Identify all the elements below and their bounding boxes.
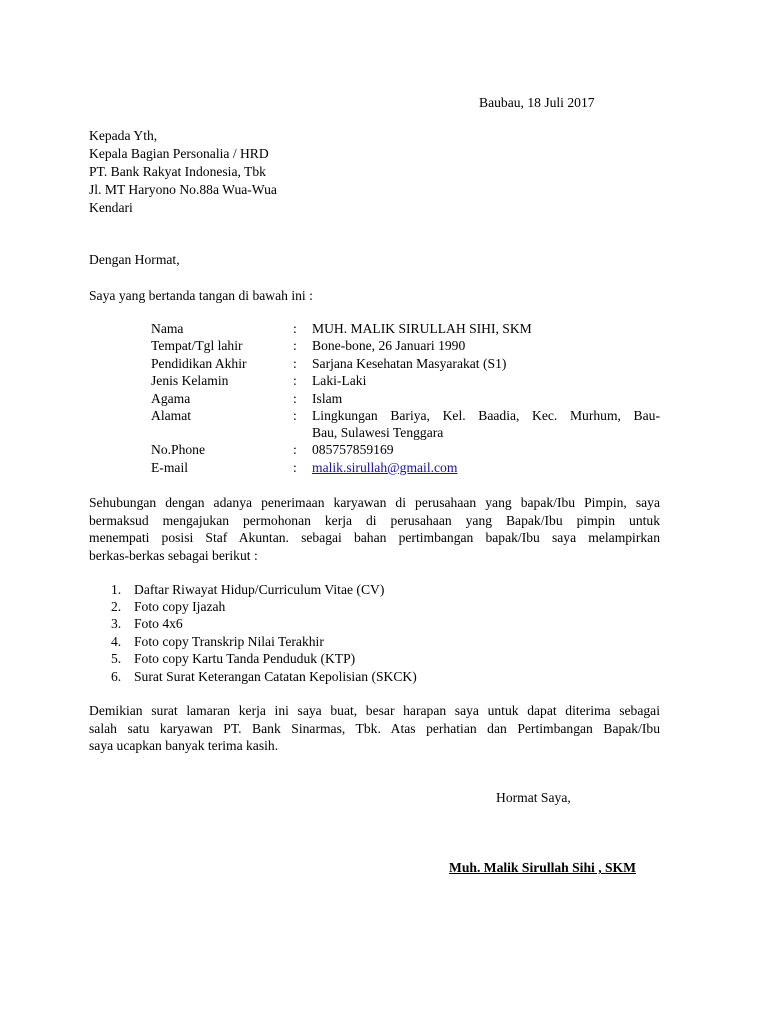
recipient-line: PT. Bank Rakyat Indonesia, Tbk: [89, 164, 266, 179]
body-line: menempati posisi Staf Akuntan. sebagai bahan pertimbangan bapak/Ibu saya melampirkan: [89, 530, 660, 545]
field-label-education: Pendidikan Akhir: [151, 356, 247, 371]
field-label-gender: Jenis Kelamin: [151, 373, 229, 388]
field-label-address: Alamat: [151, 408, 192, 423]
list-item-number: 2.: [111, 599, 122, 614]
list-item-number: 1.: [111, 582, 122, 597]
letter-date: Baubau, 18 Juli 2017: [479, 95, 595, 110]
field-value-gender: Laki-Laki: [312, 373, 367, 388]
field-separator: :: [293, 442, 297, 457]
list-item-number: 3.: [111, 616, 122, 631]
field-value-name: MUH. MALIK SIRULLAH SIHI, SKM: [312, 321, 532, 336]
field-separator: :: [293, 460, 297, 475]
list-item: Surat Surat Keterangan Catatan Kepolisian (SKCK): [134, 669, 417, 684]
list-item: Foto 4x6: [134, 616, 183, 631]
list-item: Foto copy Transkrip Nilai Terakhir: [134, 634, 324, 649]
field-separator: :: [293, 321, 297, 336]
field-value-address-line: Lingkungan Bariya, Kel. Baadia, Kec. Murhum, Bau-: [312, 408, 660, 423]
salutation: Dengan Hormat,: [89, 252, 180, 267]
field-separator: :: [293, 338, 297, 353]
recipient-line: Kepala Bagian Personalia / HRD: [89, 146, 269, 161]
list-item: Daftar Riwayat Hidup/Curriculum Vitae (CV): [134, 582, 385, 597]
email-link[interactable]: malik.sirullah@gmail.com: [312, 460, 458, 475]
list-item: Foto copy Ijazah: [134, 599, 226, 614]
field-separator: :: [293, 373, 297, 388]
body-line: berkas-berkas sebagai berikut :: [89, 548, 258, 563]
field-value-religion: Islam: [312, 391, 343, 406]
list-item-number: 6.: [111, 669, 122, 684]
field-separator: :: [293, 408, 297, 423]
field-value-birth: Bone-bone, 26 Januari 1990: [312, 338, 466, 353]
field-label-birth: Tempat/Tgl lahir: [151, 338, 243, 353]
field-label-email: E-mail: [151, 460, 188, 475]
field-value-education: Sarjana Kesehatan Masyarakat (S1): [312, 356, 507, 371]
field-label-name: Nama: [151, 321, 184, 336]
list-item-number: 5.: [111, 651, 122, 666]
body-line: bermaksud mengajukan permohonan kerja di perusahaan yang Bapak/Ibu pimpin untuk: [89, 513, 660, 528]
field-value-address-line: Bau, Sulawesi Tenggara: [312, 425, 444, 440]
list-item-number: 4.: [111, 634, 122, 649]
field-value-phone: 085757859169: [312, 442, 394, 457]
field-label-religion: Agama: [151, 391, 191, 406]
field-separator: :: [293, 356, 297, 371]
field-separator: :: [293, 391, 297, 406]
field-label-phone: No.Phone: [151, 442, 205, 457]
closing-greeting: Hormat Saya,: [496, 790, 571, 805]
signature-name: Muh. Malik Sirullah Sihi , SKM: [449, 860, 636, 875]
recipient-line: Kepada Yth,: [89, 128, 158, 143]
body-line: Sehubungan dengan adanya penerimaan karyawan di perusahaan yang bapak/Ibu Pimpin, saya: [89, 495, 660, 510]
recipient-line: Jl. MT Haryono No.88a Wua-Wua: [89, 182, 277, 197]
list-item: Foto copy Kartu Tanda Penduduk (KTP): [134, 651, 356, 666]
closing-line: salah satu karyawan PT. Bank Sinarmas, Tbk. Atas perhatian dan Pertimbangan Bapak/Ibu: [89, 721, 660, 736]
closing-line: saya ucapkan banyak terima kasih.: [89, 738, 279, 753]
intro-text: Saya yang bertanda tangan di bawah ini :: [89, 288, 313, 303]
closing-line: Demikian surat lamaran kerja ini saya buat, besar harapan saya untuk dapat diterima sebagai: [89, 703, 660, 718]
recipient-line: Kendari: [89, 200, 133, 215]
